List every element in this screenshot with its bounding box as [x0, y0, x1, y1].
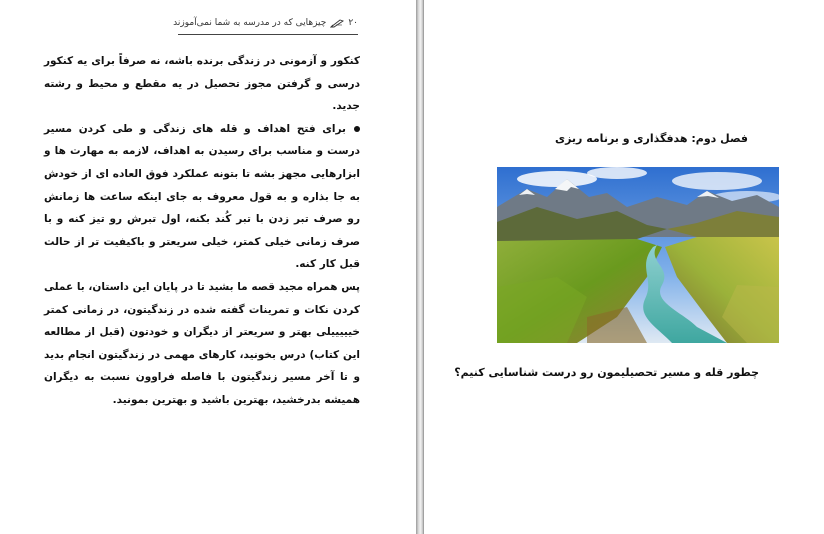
body-text — [44, 50, 360, 412]
book-gutter — [416, 0, 424, 534]
chapter-title: فصل دوم: هدفگذاری و برنامه ریزی — [554, 132, 748, 145]
paragraph-1: کنکور و آزمونی در زندگی برنده باشه، نه صرفاً برای یه کنکور درسی و گرفتن مجوز تحصیل در یه مقطع و محیط و رشته جدید. — [44, 55, 360, 113]
book-title: چیزهایی که در مدرسه به شما نمی‌آموزند — [173, 18, 327, 28]
header-rule — [178, 34, 358, 35]
bullet-icon — [354, 126, 360, 132]
section-question: چطور قله و مسیر تحصیلیمون رو درست شناسایی کنیم؟ — [454, 366, 759, 379]
mountain-valley-river-photo — [497, 167, 779, 343]
pen-ornament-icon — [330, 19, 344, 28]
paragraph-3: پس همراه مجید قصه ما بشید تا در پایان این داستان، با عملی کردن نکات و تمرینات گفته شده در زندگیتون، در زمانی کمتر خیییییلی بهتر و سریعتر از دیگران و خودتون (قبل از مطالعه این کتاب) درس بخونید، کارهای مهمی در زندگیتون انجام بدید و تا آخر مسیر زندگیتون با فاصله فراوون نسبت به دیگران همیشه بدرخشید، بهترین باشید و بهترین بمونید. — [44, 280, 360, 406]
right-page — [424, 0, 824, 534]
bullet-paragraph — [44, 118, 360, 276]
running-header — [170, 18, 358, 28]
page-number: ۲۰ — [348, 18, 358, 28]
paragraph-2: برای فتح اهداف و قله های زندگی و طی کردن مسیر درست و مناسب برای رسیدن به اهداف، لازمه به مهارت ها و ابزارهایی مجهز بشه تا بتونه عملکرد فوق العاده ای از خودش به جا بذاره و به قول معروف به جای اینکه ساعت ها زمانش رو صرف تبر زدن با تبر کُند بکنه، اول تبرش رو تیز کنه و با صرف زمانی خیلی کمتر، خیلی سریعتر و باکیفیت تر از حالت قبل کار کنه. — [44, 122, 360, 271]
